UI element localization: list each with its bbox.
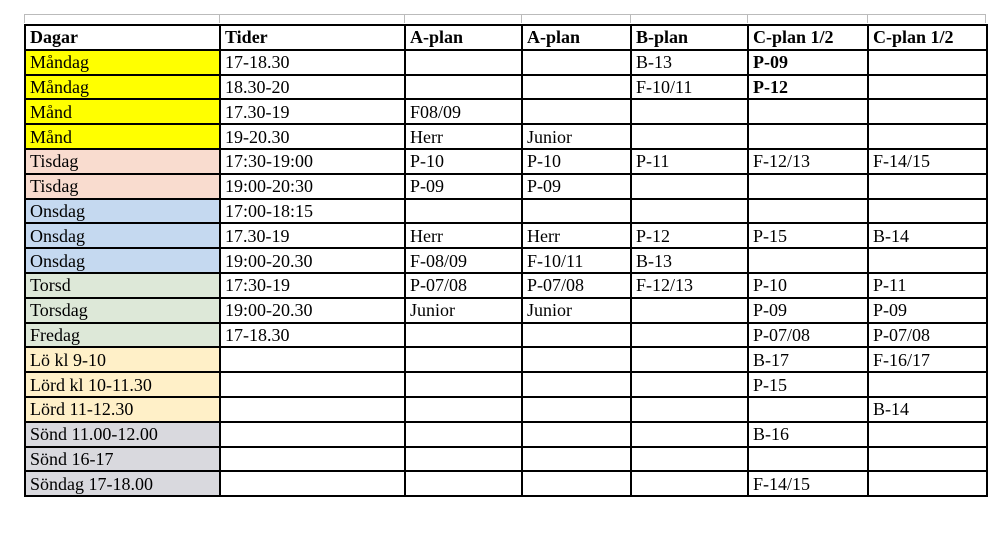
table-row xyxy=(25,50,987,75)
plan-cell[interactable]: F-12/13 xyxy=(631,273,748,298)
column-header-5: C-plan 1/2 xyxy=(748,25,868,50)
plan-cell[interactable]: P-10 xyxy=(748,273,868,298)
table-row xyxy=(25,99,987,124)
plan-cell[interactable] xyxy=(631,447,748,472)
plan-cell[interactable] xyxy=(868,50,987,75)
plan-cell[interactable] xyxy=(748,99,868,124)
plan-cell[interactable] xyxy=(405,372,522,397)
plan-cell[interactable] xyxy=(405,199,522,224)
plan-cell[interactable] xyxy=(748,397,868,422)
day-cell[interactable]: Månd xyxy=(25,124,220,149)
day-cell[interactable]: Lö kl 9-10 xyxy=(25,347,220,372)
day-cell[interactable]: Torsd xyxy=(25,273,220,298)
plan-cell[interactable]: F08/09 xyxy=(405,99,522,124)
plan-cell[interactable]: Herr xyxy=(522,223,631,248)
day-cell[interactable]: Söndag 17-18.00 xyxy=(25,471,220,496)
time-cell[interactable]: 17:00-18:15 xyxy=(220,199,405,224)
plan-cell[interactable] xyxy=(748,174,868,199)
plan-cell[interactable]: Junior xyxy=(405,298,522,323)
plan-cell[interactable] xyxy=(748,447,868,472)
day-cell[interactable]: Tisdag xyxy=(25,149,220,174)
plan-cell[interactable] xyxy=(868,422,987,447)
plan-cell[interactable]: P-07/08 xyxy=(748,323,868,348)
table-row xyxy=(25,199,987,224)
day-cell[interactable]: Lörd 11-12.30 xyxy=(25,397,220,422)
column-header-0: Dagar xyxy=(25,25,220,50)
time-cell[interactable] xyxy=(220,372,405,397)
plan-cell[interactable]: P-09 xyxy=(522,174,631,199)
time-cell[interactable]: 17-18.30 xyxy=(220,50,405,75)
time-cell[interactable]: 17-18.30 xyxy=(220,323,405,348)
plan-cell[interactable] xyxy=(868,248,987,273)
time-cell[interactable] xyxy=(220,422,405,447)
plan-cell[interactable] xyxy=(631,347,748,372)
plan-cell[interactable] xyxy=(405,422,522,447)
schedule-body xyxy=(25,50,987,496)
table-row xyxy=(25,298,987,323)
column-header-1: Tider xyxy=(220,25,405,50)
plan-cell[interactable]: Herr xyxy=(405,124,522,149)
plan-cell[interactable] xyxy=(522,422,631,447)
plan-cell[interactable]: P-09 xyxy=(748,50,868,75)
column-header-4: B-plan xyxy=(631,25,748,50)
plan-cell[interactable]: P-07/08 xyxy=(405,273,522,298)
plan-cell[interactable]: Junior xyxy=(522,298,631,323)
day-cell[interactable]: Månd xyxy=(25,99,220,124)
table-row xyxy=(25,75,987,100)
plan-cell[interactable] xyxy=(522,50,631,75)
column-header-6: C-plan 1/2 xyxy=(868,25,987,50)
time-cell[interactable] xyxy=(220,397,405,422)
plan-cell[interactable]: P-15 xyxy=(748,223,868,248)
column-header-3: A-plan xyxy=(522,25,631,50)
plan-cell[interactable] xyxy=(868,199,987,224)
plan-cell[interactable]: P-09 xyxy=(868,298,987,323)
day-cell[interactable]: Måndag xyxy=(25,50,220,75)
day-cell[interactable]: Lörd kl 10-11.30 xyxy=(25,372,220,397)
plan-cell[interactable] xyxy=(405,323,522,348)
plan-cell[interactable] xyxy=(631,372,748,397)
plan-cell[interactable]: F-10/11 xyxy=(522,248,631,273)
plan-cell[interactable] xyxy=(631,174,748,199)
plan-cell[interactable] xyxy=(631,199,748,224)
plan-cell[interactable]: B-14 xyxy=(868,223,987,248)
plan-cell[interactable]: P-07/08 xyxy=(522,273,631,298)
time-cell[interactable]: 17.30-19 xyxy=(220,223,405,248)
plan-cell[interactable]: P-07/08 xyxy=(868,323,987,348)
table-row xyxy=(25,397,987,422)
plan-cell[interactable]: F-14/15 xyxy=(868,149,987,174)
plan-cell[interactable] xyxy=(405,447,522,472)
column-header-2: A-plan xyxy=(405,25,522,50)
plan-cell[interactable] xyxy=(522,199,631,224)
plan-cell[interactable] xyxy=(631,397,748,422)
table-row xyxy=(25,347,987,372)
plan-cell[interactable]: F-14/15 xyxy=(748,471,868,496)
plan-cell[interactable]: P-10 xyxy=(405,149,522,174)
day-cell[interactable]: Måndag xyxy=(25,75,220,100)
plan-cell[interactable] xyxy=(868,124,987,149)
day-cell[interactable]: Onsdag xyxy=(25,223,220,248)
plan-cell[interactable]: F-16/17 xyxy=(868,347,987,372)
plan-cell[interactable] xyxy=(522,447,631,472)
plan-cell[interactable]: F-08/09 xyxy=(405,248,522,273)
time-cell[interactable]: 17:30-19 xyxy=(220,273,405,298)
plan-cell[interactable]: Herr xyxy=(405,223,522,248)
plan-cell[interactable]: P-11 xyxy=(868,273,987,298)
plan-cell[interactable] xyxy=(522,347,631,372)
plan-cell[interactable]: B-17 xyxy=(748,347,868,372)
plan-cell[interactable] xyxy=(405,50,522,75)
day-cell[interactable]: Tisdag xyxy=(25,174,220,199)
table-row xyxy=(25,273,987,298)
plan-cell[interactable] xyxy=(522,372,631,397)
plan-cell[interactable] xyxy=(868,99,987,124)
previous-rows-strip xyxy=(24,14,986,23)
plan-cell[interactable]: P-11 xyxy=(631,149,748,174)
plan-cell[interactable] xyxy=(522,99,631,124)
table-row xyxy=(25,471,987,496)
plan-cell[interactable] xyxy=(405,471,522,496)
plan-cell[interactable]: B-16 xyxy=(748,422,868,447)
table-row xyxy=(25,248,987,273)
day-cell[interactable]: Onsdag xyxy=(25,199,220,224)
day-cell[interactable]: Sönd 16-17 xyxy=(25,447,220,472)
plan-cell[interactable]: P-15 xyxy=(748,372,868,397)
table-row xyxy=(25,124,987,149)
plan-cell[interactable] xyxy=(631,422,748,447)
plan-cell[interactable] xyxy=(522,323,631,348)
plan-cell[interactable] xyxy=(868,372,987,397)
time-cell[interactable] xyxy=(220,447,405,472)
plan-cell[interactable] xyxy=(405,347,522,372)
plan-cell[interactable] xyxy=(631,471,748,496)
time-cell[interactable]: 19:00-20.30 xyxy=(220,298,405,323)
day-cell[interactable]: Onsdag xyxy=(25,248,220,273)
plan-cell[interactable]: F-10/11 xyxy=(631,75,748,100)
plan-cell[interactable] xyxy=(631,124,748,149)
plan-cell[interactable] xyxy=(868,75,987,100)
plan-cell[interactable]: P-09 xyxy=(405,174,522,199)
plan-cell[interactable] xyxy=(631,323,748,348)
plan-cell[interactable]: P-10 xyxy=(522,149,631,174)
table-row xyxy=(25,422,987,447)
plan-cell[interactable]: F-12/13 xyxy=(748,149,868,174)
plan-cell[interactable]: B-14 xyxy=(868,397,987,422)
day-cell[interactable]: Sönd 11.00-12.00 xyxy=(25,422,220,447)
time-cell[interactable]: 17:30-19:00 xyxy=(220,149,405,174)
plan-cell[interactable] xyxy=(405,75,522,100)
plan-cell[interactable] xyxy=(748,124,868,149)
plan-cell[interactable]: B-13 xyxy=(631,50,748,75)
time-cell[interactable] xyxy=(220,347,405,372)
time-cell[interactable] xyxy=(220,471,405,496)
header-row xyxy=(25,25,987,50)
table-row xyxy=(25,323,987,348)
plan-cell[interactable] xyxy=(522,397,631,422)
plan-cell[interactable] xyxy=(631,99,748,124)
plan-cell[interactable]: B-13 xyxy=(631,248,748,273)
plan-cell[interactable] xyxy=(631,298,748,323)
day-cell[interactable]: Fredag xyxy=(25,323,220,348)
time-cell[interactable]: 19:00-20.30 xyxy=(220,248,405,273)
plan-cell[interactable] xyxy=(405,397,522,422)
time-cell[interactable]: 18.30-20 xyxy=(220,75,405,100)
training-schedule-table xyxy=(24,24,988,497)
plan-cell[interactable]: P-09 xyxy=(748,298,868,323)
plan-cell[interactable] xyxy=(868,471,987,496)
plan-cell[interactable] xyxy=(748,199,868,224)
plan-cell[interactable]: P-12 xyxy=(631,223,748,248)
table-row xyxy=(25,447,987,472)
plan-cell[interactable]: Junior xyxy=(522,124,631,149)
table-row xyxy=(25,149,987,174)
plan-cell[interactable] xyxy=(868,174,987,199)
time-cell[interactable]: 19-20.30 xyxy=(220,124,405,149)
table-row xyxy=(25,174,987,199)
plan-cell[interactable] xyxy=(748,248,868,273)
plan-cell[interactable]: P-12 xyxy=(748,75,868,100)
day-cell[interactable]: Torsdag xyxy=(25,298,220,323)
time-cell[interactable]: 19:00-20:30 xyxy=(220,174,405,199)
plan-cell[interactable] xyxy=(868,447,987,472)
plan-cell[interactable] xyxy=(522,75,631,100)
table-row xyxy=(25,223,987,248)
time-cell[interactable]: 17.30-19 xyxy=(220,99,405,124)
table-row xyxy=(25,372,987,397)
plan-cell[interactable] xyxy=(522,471,631,496)
